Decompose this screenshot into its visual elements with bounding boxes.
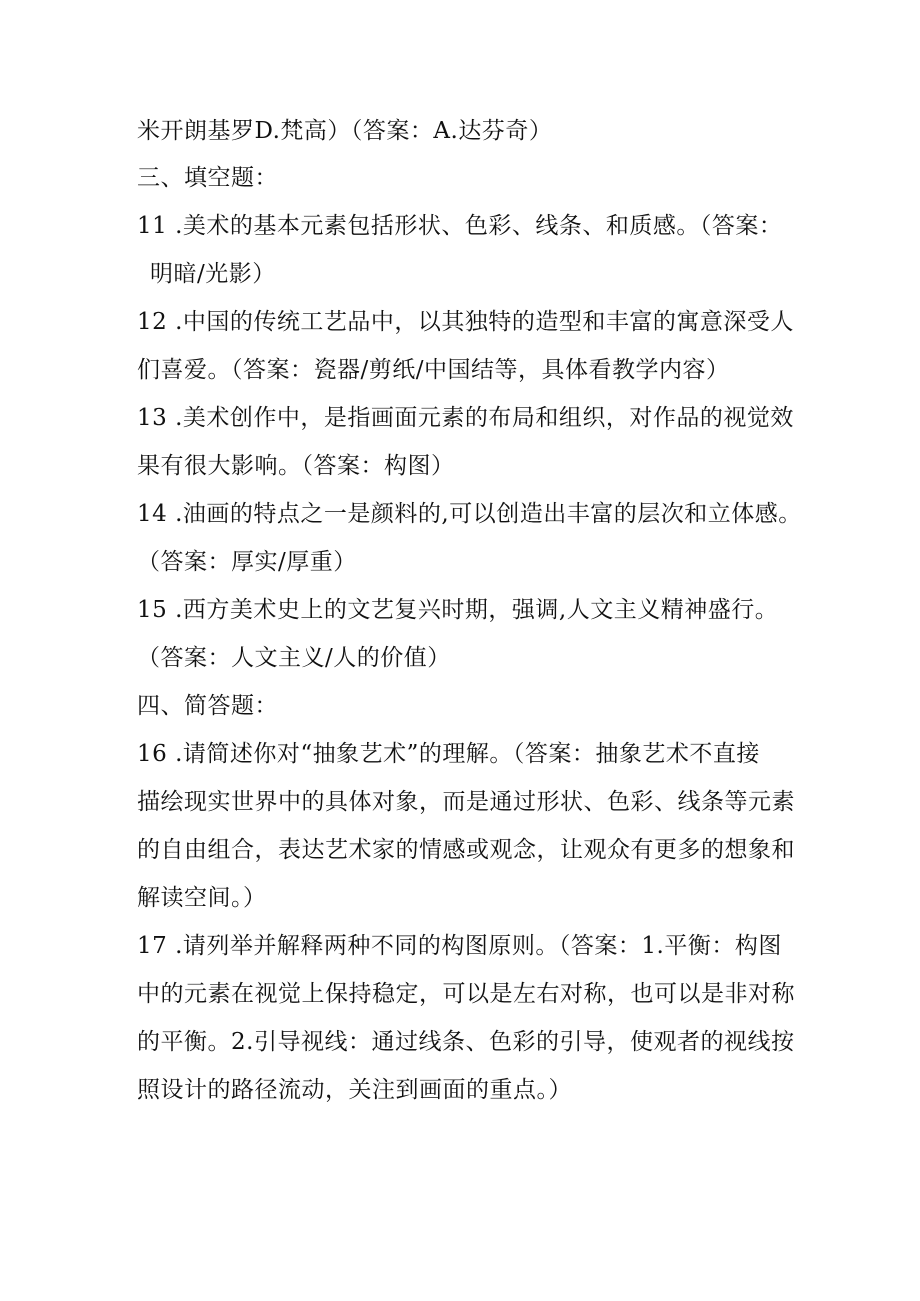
question-16-text: 解读空间。）: [137, 885, 267, 911]
question-15: 15 .西方美术史上的文艺复兴时期，强调,人文主义精神盛行。: [137, 597, 779, 623]
question-16: 16 .请简述你对“抽象艺术”的理解。（答案：抽象艺术不直接: [137, 741, 760, 767]
question-13: 13 .美术创作中，是指画面元素的布局和组织，对作品的视觉效: [137, 405, 794, 431]
section-heading-fill-in-blank: 三、填空题：: [137, 165, 278, 191]
question-15-answer: （答案：人文主义/人的价值）: [137, 645, 451, 671]
question-17-text: 的平衡。2.引导视线：通过线条、色彩的引导，使观者的视线按: [137, 1029, 795, 1055]
question-12-answer: 们喜爱。（答案：瓷器/剪纸/中国结等，具体看教学内容）: [137, 357, 730, 383]
question-14-answer: （答案：厚实/厚重）: [137, 549, 357, 575]
text-line: 米开朗基罗D.梵高）（答案：A.达芬奇）: [137, 118, 553, 144]
question-16-text: 描绘现实世界中的具体对象，而是通过形状、色彩、线条等元素: [137, 789, 795, 815]
question-14: 14 .油画的特点之一是颜料的,可以创造出丰富的层次和立体感。: [137, 501, 802, 527]
question-16-text: 的自由组合，表达艺术家的情感或观念，让观众有更多的想象和: [137, 837, 795, 863]
question-17-text: 中的元素在视觉上保持稳定，可以是左右对称，也可以是非对称: [137, 981, 795, 1007]
question-11-answer: 明暗/光影）: [150, 261, 276, 287]
question-17-text: 照设计的路径流动，关注到画面的重点。）: [137, 1077, 572, 1103]
question-13-answer: 果有很大影响。（答案：构图）: [137, 453, 455, 479]
question-12: 12 .中国的传统工艺品中，以其独特的造型和丰富的寓意深受人: [137, 309, 794, 335]
section-heading-short-answer: 四、简答题：: [137, 693, 278, 719]
question-11: 11 .美术的基本元素包括形状、色彩、线条、和质感。（答案：: [137, 213, 783, 239]
question-17: 17 .请列举并解释两种不同的构图原则。（答案：1.平衡：构图: [137, 933, 782, 959]
